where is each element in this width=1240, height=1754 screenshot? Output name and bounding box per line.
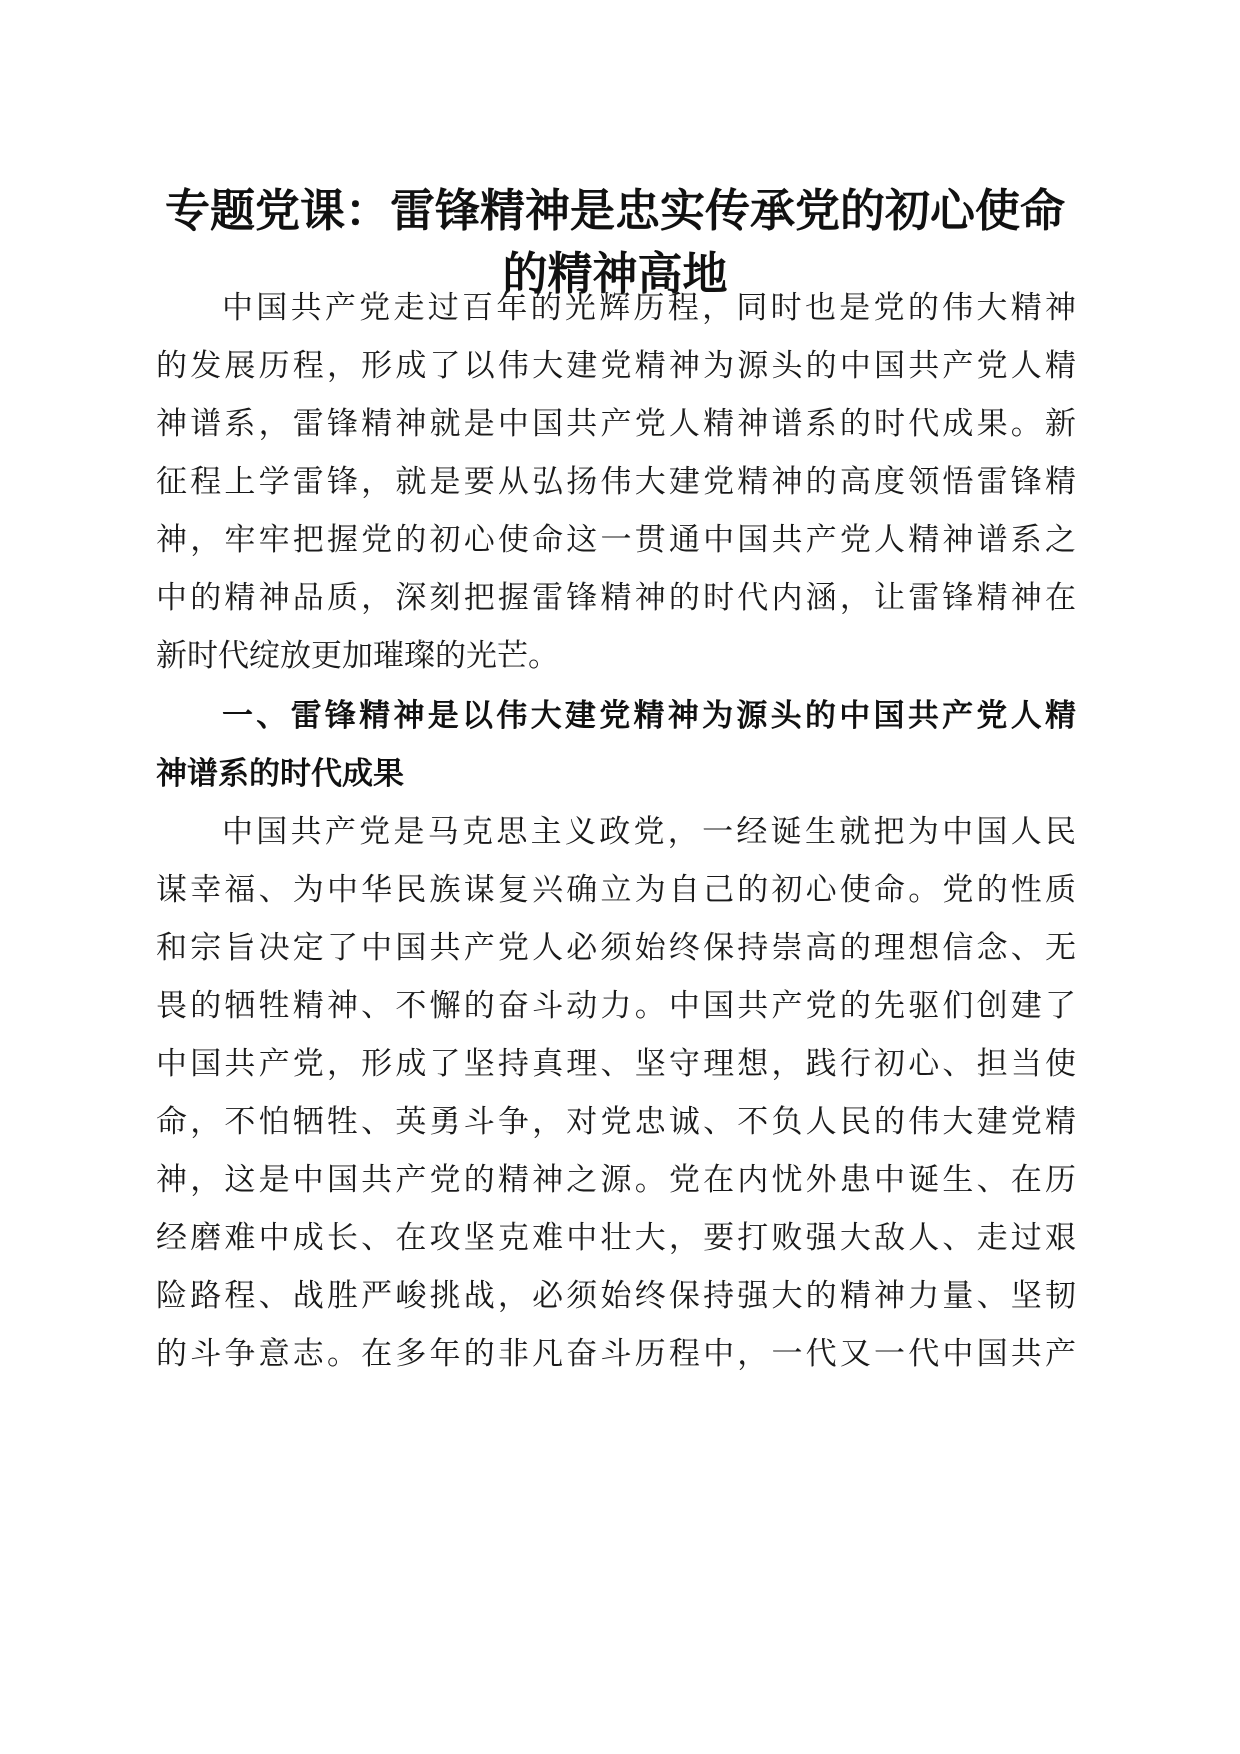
paragraph-2-line: 神，这是中国共产党的精神之源。党在内忧外患中诞生、在历	[156, 1162, 1076, 1198]
section-1-heading-line: 一、雷锋精神是以伟大建党精神为源头的中国共产党人精	[222, 698, 1076, 734]
section-1-heading-line: 神谱系的时代成果	[156, 756, 404, 792]
document-title-line-1: 专题党课：雷锋精神是忠实传承党的初心使命	[164, 184, 1065, 237]
paragraph-1-line: 神，牢牢把握党的初心使命这一贯通中国共产党人精神谱系之	[156, 522, 1076, 558]
paragraph-1-line: 征程上学雷锋，就是要从弘扬伟大建党精神的高度领悟雷锋精	[156, 464, 1076, 500]
paragraph-2-line: 经磨难中成长、在攻坚克难中壮大，要打败强大敌人、走过艰	[156, 1220, 1076, 1256]
paragraph-1-line: 新时代绽放更加璀璨的光芒。	[156, 638, 559, 674]
paragraph-1-line: 中的精神品质，深刻把握雷锋精神的时代内涵，让雷锋精神在	[156, 580, 1076, 616]
paragraph-2-line: 命，不怕牺牲、英勇斗争，对党忠诚、不负人民的伟大建党精	[156, 1104, 1076, 1140]
paragraph-2-line: 和宗旨决定了中国共产党人必须始终保持崇高的理想信念、无	[156, 930, 1076, 966]
paragraph-1-line: 中国共产党走过百年的光辉历程，同时也是党的伟大精神	[222, 290, 1076, 326]
paragraph-1-line: 的发展历程，形成了以伟大建党精神为源头的中国共产党人精	[156, 348, 1076, 384]
paragraph-1-line: 神谱系，雷锋精神就是中国共产党人精神谱系的时代成果。新	[156, 406, 1076, 442]
paragraph-2-line: 险路程、战胜严峻挑战，必须始终保持强大的精神力量、坚韧	[156, 1278, 1076, 1314]
document-title-line-2: 的精神高地	[502, 247, 728, 300]
paragraph-2-line: 中国共产党，形成了坚持真理、坚守理想，践行初心、担当使	[156, 1046, 1076, 1082]
paragraph-2-line: 的斗争意志。在多年的非凡奋斗历程中，一代又一代中国共产	[156, 1336, 1076, 1372]
paragraph-2-line: 谋幸福、为中华民族谋复兴确立为自己的初心使命。党的性质	[156, 872, 1076, 908]
paragraph-2-line: 畏的牺牲精神、不懈的奋斗动力。中国共产党的先驱们创建了	[156, 988, 1076, 1024]
paragraph-2-line: 中国共产党是马克思主义政党，一经诞生就把为中国人民	[222, 814, 1076, 850]
